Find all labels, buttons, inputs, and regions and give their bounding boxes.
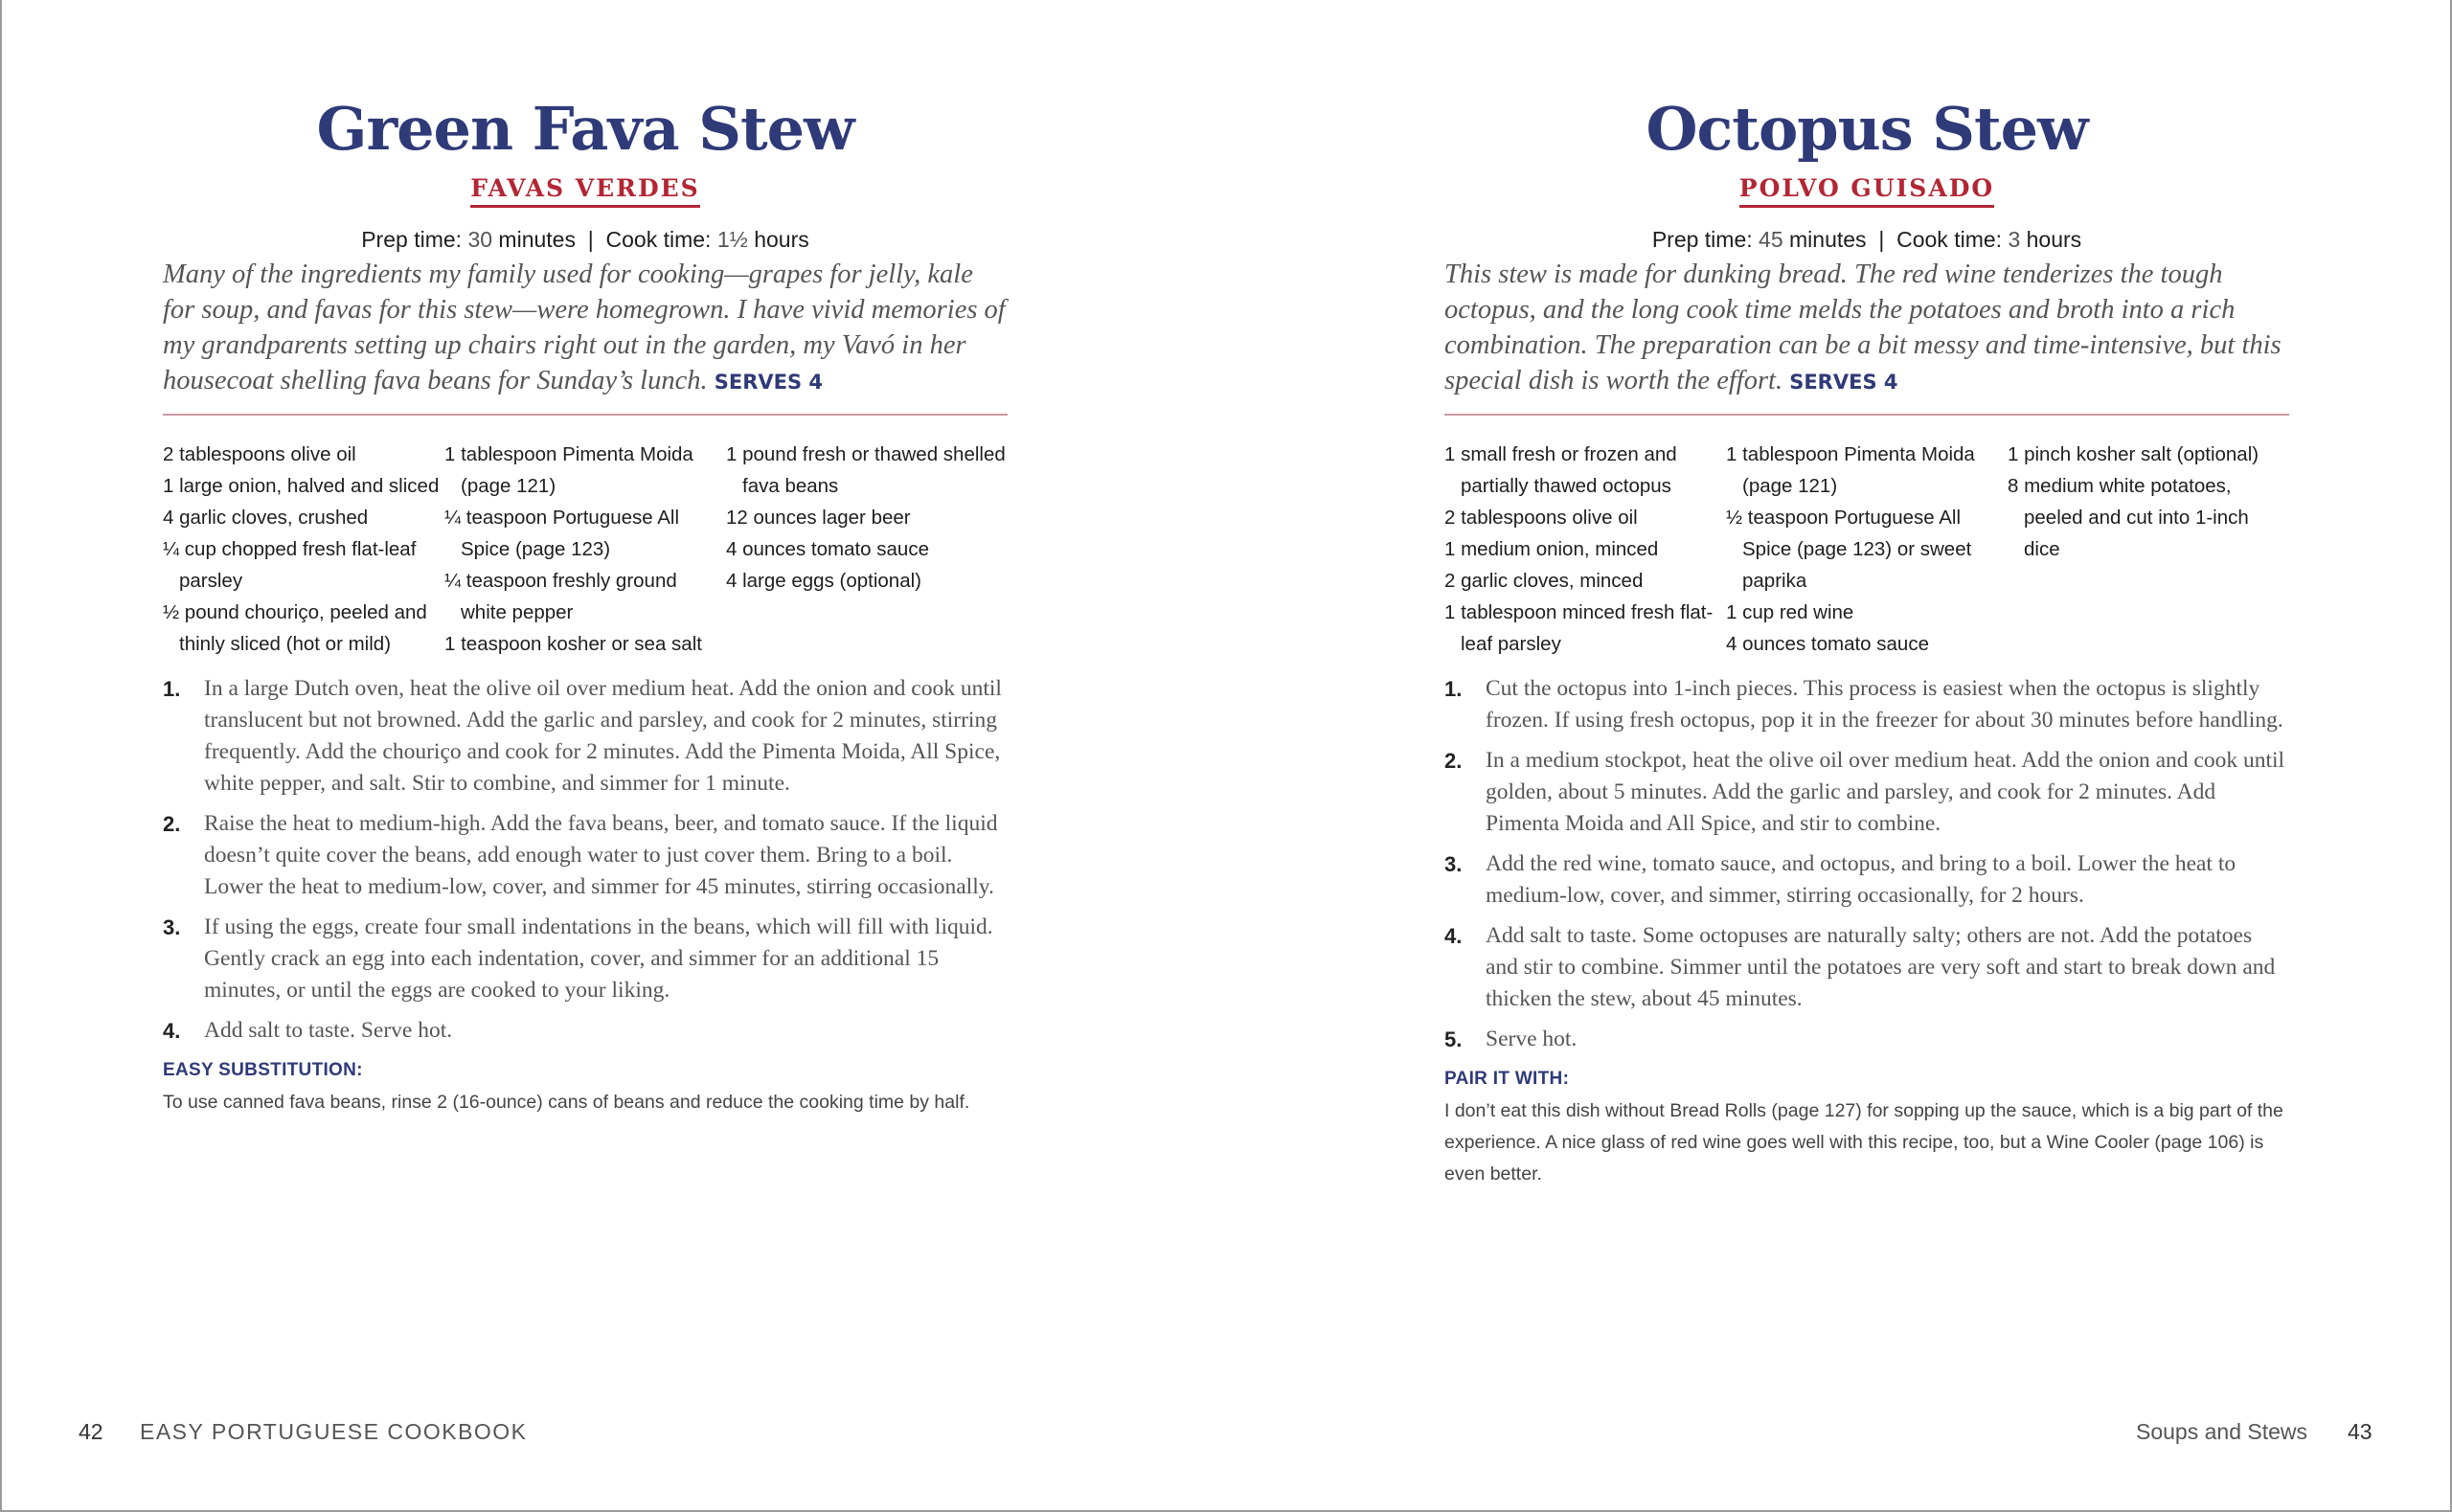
page-number-left: 42	[79, 1419, 103, 1444]
step-text: In a medium stockpot, heat the olive oil over medium heat. Add the onion and cook until golden, about 5 minutes. Add the garlic and parsley, and cook for 2 minutes. Add Pimenta Moida and All Spice, and stir to combine.	[1486, 748, 2285, 836]
ingredient-item: 1 large onion, halved and sliced	[163, 475, 440, 497]
ingredients-column-3	[2008, 439, 2289, 660]
prep-unit: minutes	[492, 227, 576, 252]
cook-label: Cook time:	[605, 227, 717, 252]
ingredient-item: 4 ounces tomato sauce	[1726, 633, 1929, 655]
step-number: 4.	[163, 1019, 181, 1043]
ingredients-column-2	[1726, 439, 2008, 660]
prep-value: 30	[467, 227, 493, 252]
recipe-title: Green Fava Stew	[316, 94, 854, 164]
cook-value: 3	[2008, 227, 2021, 252]
step-item	[163, 1015, 1008, 1047]
cook-unit: hours	[2020, 227, 2082, 252]
recipe-intro	[1444, 257, 2289, 400]
step-text: Add the red wine, tomato sauce, and octopus, and bring to a boil. Lower the heat to medium-low, cover, and simmer, stirring occasionally, for 2 hours.	[1486, 851, 2236, 908]
ingredient-item: 1 pound fresh or thawed shelled fava beans	[726, 443, 1006, 497]
ingredient-item: 1 teaspoon kosher or sea salt	[444, 633, 702, 655]
ingredient-item: ¼ teaspoon Portuguese All Spice (page 123)	[444, 507, 680, 560]
page-number-right: 43	[2348, 1419, 2373, 1444]
subtitle-wrapper	[163, 174, 1008, 208]
ingredient-item: 1 medium onion, minced	[1444, 538, 1659, 560]
ingredient-item: 2 tablespoons olive oil	[163, 443, 356, 465]
ingredient-item: ½ teaspoon Portuguese All Spice (page 123) or sweet paprika	[1726, 507, 1972, 592]
note-body: I don’t eat this dish without Bread Rolls (page 127) for sopping up the sauce, which is a big part of the experience. A nice glass of red wine goes well with this recipe, too, but a Wine Cooler (page 106) is even better.	[1444, 1100, 2283, 1185]
ingredient-item: 1 small fresh or frozen and partially thawed octopus	[1444, 443, 1677, 497]
intro-text: This stew is made for dunking bread. The red wine tenderizes the tough octopus, and the long cook time melds the potatoes and broth into a rich combination. The preparation can be a bit messy and time-intensive, but this special dish is worth the effort.	[1444, 260, 2282, 395]
ingredient-item: ½ pound chouriço, peeled and thinly sliced (hot or mild)	[163, 601, 427, 655]
step-text: Add salt to taste. Serve hot.	[204, 1018, 453, 1043]
cook-label: Cook time:	[1896, 227, 2009, 252]
recipe-octopus-stew	[1444, 94, 2289, 1190]
step-number: 2.	[163, 812, 181, 836]
right-page	[1226, 0, 2452, 1512]
chapter-title-footer: Soups and Stews	[2136, 1419, 2308, 1444]
ingredient-item: 1 tablespoon Pimenta Moida (page 121)	[1726, 443, 1975, 497]
divider-rule	[163, 414, 1008, 416]
step-number: 5.	[1444, 1027, 1463, 1051]
recipe-green-fava-stew	[163, 94, 1008, 1118]
serves-label: SERVES 4	[1789, 371, 1898, 394]
step-text: In a large Dutch oven, heat the olive oil over medium heat. Add the onion and cook until translucent but not browned. Add the garlic and parsley, and cook for 2 minutes, stirring frequently. Add the chouriço and cook for 2 minutes. Add the Pimenta Moida, All Spice, white pepper, and salt. Stir to combine, and simmer for 1 minute.	[204, 676, 1002, 796]
ingredient-item: 8 medium white potatoes, peeled and cut into 1-inch dice	[2008, 475, 2249, 560]
method-steps	[163, 673, 1008, 1047]
prep-label: Prep time:	[1651, 227, 1760, 252]
subtitle-wrapper	[1444, 174, 2289, 208]
step-text: Raise the heat to medium-high. Add the fava beans, beer, and tomato sauce. If the liquid doesn’t quite cover the beans, add enough water to just cover them. Bring to a boil. Lower the heat to medium-low, cover, and simmer for 45 minutes, stirring occasionally.	[204, 811, 998, 899]
ingredient-item: 1 pinch kosher salt (optional)	[2008, 443, 2259, 465]
ingredient-item: 4 large eggs (optional)	[726, 570, 921, 592]
ingredient-item: 1 tablespoon minced fresh flat-leaf parsley	[1444, 601, 1714, 655]
step-item	[163, 912, 1008, 1006]
ingredients-list	[163, 439, 1008, 660]
ingredient-item: ¼ cup chopped fresh flat-leaf parsley	[163, 538, 417, 592]
recipe-intro	[163, 257, 1008, 400]
step-item	[1444, 848, 2289, 912]
prep-unit: minutes	[1782, 227, 1867, 252]
book-title-footer: EASY PORTUGUESE COOKBOOK	[140, 1419, 528, 1444]
method-steps	[1444, 673, 2289, 1055]
step-item	[163, 673, 1008, 800]
step-item	[1444, 920, 2289, 1015]
ingredient-item: 4 garlic cloves, crushed	[163, 507, 369, 529]
step-text: Add salt to taste. Some octopuses are naturally salty; others are not. Add the potatoes and stir to combine. Simmer until the potatoes are very soft and start to break down and thicken the stew, about 45 minutes.	[1486, 923, 2276, 1011]
prep-cook-times	[1444, 227, 2289, 253]
ingredient-item: 4 ounces tomato sauce	[726, 538, 929, 560]
step-item	[1444, 1024, 2289, 1055]
step-text: If using the eggs, create four small indentations in the beans, which will fill with liquid. Gently crack an egg into each indentation, cover, and simmer for an additional 15 minutes, or until the eggs are cooked to your liking.	[204, 914, 993, 1003]
time-separator: |	[575, 227, 606, 252]
ingredient-item: 2 garlic cloves, minced	[1444, 570, 1644, 592]
step-number: 3.	[1444, 852, 1463, 876]
time-separator: |	[1866, 227, 1897, 252]
ingredients-column-1	[163, 439, 444, 660]
cook-unit: hours	[747, 227, 809, 252]
note-body: To use canned fava beans, rinse 2 (16-ounce) cans of beans and reduce the cooking time by half.	[163, 1092, 970, 1113]
note-title: EASY SUBSTITUTION:	[163, 1060, 363, 1080]
prep-label: Prep time:	[361, 227, 468, 252]
recipe-title: Octopus Stew	[1646, 94, 2088, 164]
ingredient-item: 12 ounces lager beer	[726, 507, 911, 529]
step-number: 2.	[1444, 749, 1463, 773]
step-number: 3.	[163, 915, 181, 939]
step-text: Serve hot.	[1486, 1027, 1578, 1051]
serves-label: SERVES 4	[714, 371, 824, 394]
note-title: PAIR IT WITH:	[1444, 1069, 1570, 1089]
prep-value: 45	[1759, 227, 1783, 252]
step-item	[1444, 745, 2289, 840]
recipe-subtitle: POLVO GUISADO	[1739, 174, 1994, 208]
ingredient-item: 1 tablespoon Pimenta Moida (page 121)	[444, 443, 693, 497]
ingredients-column-3	[726, 439, 1008, 660]
step-number: 1.	[163, 677, 181, 701]
ingredient-item: 1 cup red wine	[1726, 601, 1854, 623]
cook-value: 1½	[716, 227, 748, 252]
ingredients-column-2	[444, 439, 726, 660]
divider-rule	[1444, 414, 2289, 416]
ingredient-item: 2 tablespoons olive oil	[1444, 507, 1638, 529]
ingredients-list	[1444, 439, 2289, 660]
step-item	[1444, 673, 2289, 736]
recipe-subtitle: FAVAS VERDES	[470, 174, 700, 208]
intro-text: Many of the ingredients my family used for cooking—grapes for jelly, kale for soup, and favas for this stew—were homegrown. I have vivid memories of my grandparents setting up chairs right out in the garden, my Vavó in her housecoat shelling fava beans for Sunday’s lunch.	[163, 260, 1006, 395]
step-number: 4.	[1444, 924, 1463, 948]
ingredients-column-1	[1444, 439, 1726, 660]
prep-cook-times	[163, 227, 1008, 253]
step-number: 1.	[1444, 677, 1463, 701]
step-text: Cut the octopus into 1-inch pieces. This process is easiest when the octopus is slightly frozen. If using fresh octopus, pop it in the freezer for about 30 minutes before handling.	[1486, 676, 2283, 733]
ingredient-item: ¼ teaspoon freshly ground white pepper	[444, 570, 677, 623]
step-item	[163, 808, 1008, 903]
